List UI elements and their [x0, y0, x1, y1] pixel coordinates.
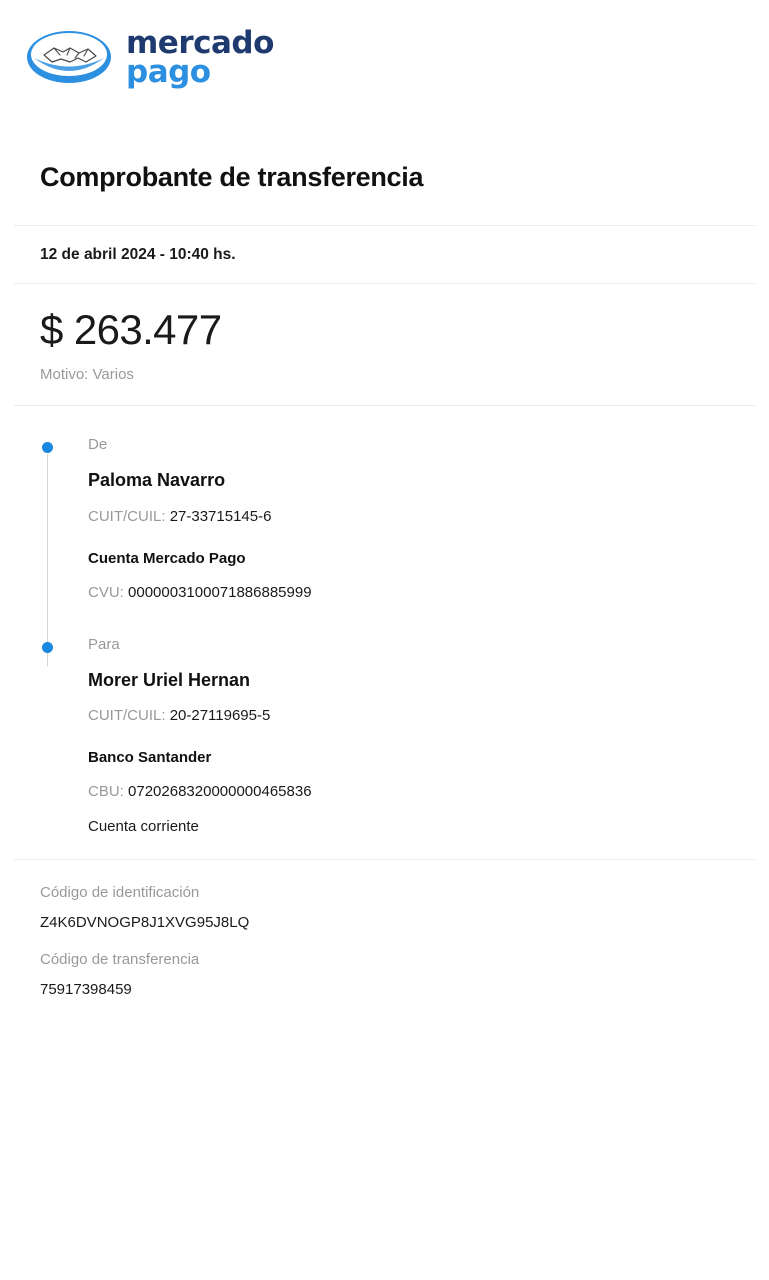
receiver-cbu-value: 0720268320000000465836: [128, 782, 312, 800]
sender-block: [40, 436, 729, 602]
receiver-account-type: Cuenta corriente: [88, 817, 199, 835]
sender-label: De: [88, 436, 108, 454]
sender-id-row: [88, 508, 729, 527]
sender-id-label: CUIT/CUIL:: [88, 508, 166, 526]
brand-header: [0, 0, 769, 90]
sender-name: Paloma Navarro: [88, 470, 226, 491]
receiver-bank: Banco Santander: [88, 748, 212, 766]
receiver-block: [40, 636, 729, 835]
transfer-code-label: Código de transferencia: [40, 950, 200, 968]
identification-code-label: Código de identificación: [40, 883, 200, 901]
amount-section: [0, 284, 769, 405]
brand-wordmark: [126, 24, 274, 90]
receiver-cbu-label: CBU:: [88, 782, 124, 800]
sender-cvu-row: [88, 584, 729, 603]
transfer-date: 12 de abril 2024 - 10:40 hs.: [40, 246, 236, 264]
sender-id-value: 27-33715145-6: [169, 508, 272, 526]
brand-name-line2: pago: [126, 54, 211, 90]
transfer-amount: $ 263.477: [40, 306, 222, 354]
receiver-cbu-row: [88, 783, 729, 802]
spacer: [40, 193, 729, 225]
sender-cvu-label: CVU:: [88, 583, 124, 601]
spacer: [40, 932, 729, 951]
receiver-name: Morer Uriel Hernan: [88, 669, 251, 690]
brand-name-line1: mercado: [126, 24, 274, 61]
timeline-dot-icon: [42, 642, 53, 653]
transfer-motive: Motivo: Varios: [40, 366, 134, 384]
receiver-id-label: CUIT/CUIL:: [88, 707, 166, 725]
receiver-label: Para: [88, 635, 120, 653]
receiver-id-value: 20-27119695-5: [169, 707, 271, 725]
date-section: [0, 226, 769, 283]
receipt-content: [0, 161, 769, 225]
receiver-id-row: [88, 707, 729, 726]
identification-code-value: Z4K6DVNOGP8J1XVG95J8LQ: [40, 913, 250, 931]
timeline-dot-icon: [42, 442, 53, 453]
page-title: Comprobante de transferencia: [40, 162, 424, 192]
handshake-icon: [26, 28, 112, 86]
sender-cvu-value: 0000003100071886885999: [128, 583, 312, 601]
transfer-code-value: 75917398459: [40, 980, 132, 998]
codes-section: [0, 860, 769, 999]
parties-section: [0, 406, 769, 858]
sender-account-name: Cuenta Mercado Pago: [88, 549, 246, 567]
